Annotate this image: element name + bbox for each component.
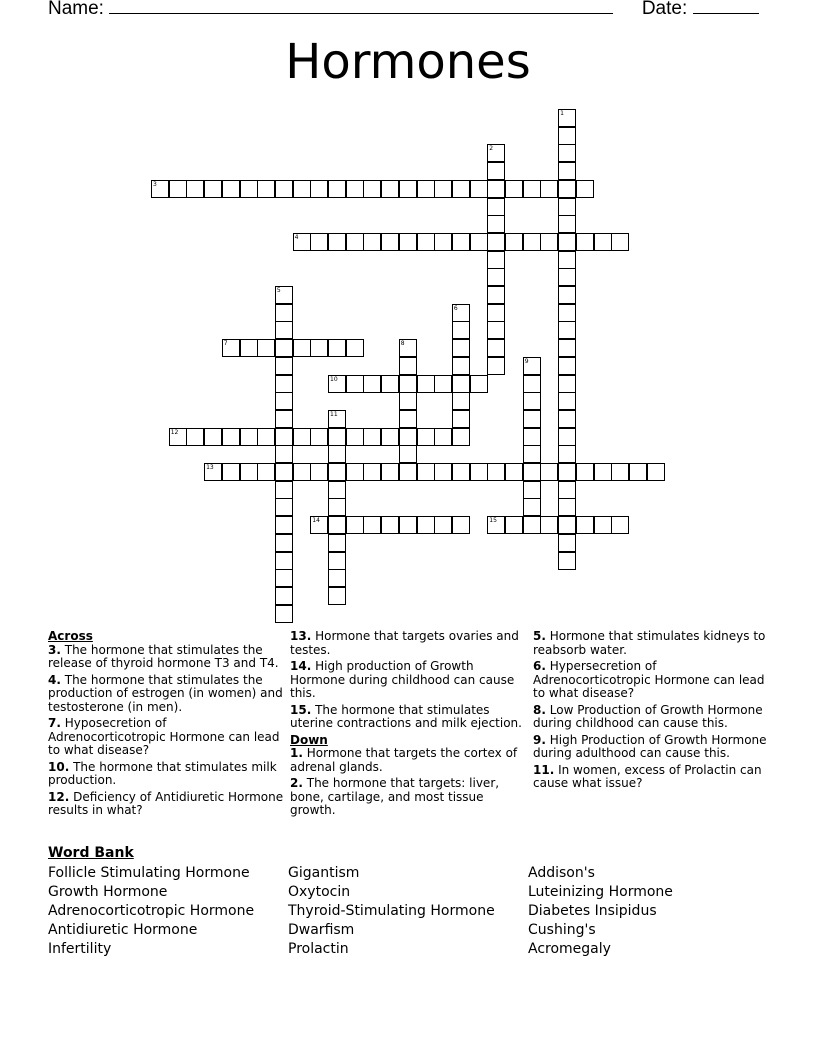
page-title: Hormones [285,34,531,90]
crossword-cell[interactable] [381,428,399,446]
crossword-cell[interactable] [505,463,523,481]
crossword-cell[interactable] [523,233,541,251]
crossword-cell[interactable] [275,339,293,357]
crossword-cell[interactable] [240,339,258,357]
crossword-cell[interactable] [346,233,364,251]
crossword-cell[interactable] [346,428,364,446]
crossword-cell[interactable] [399,375,417,393]
crossword-cell[interactable] [452,375,470,393]
clue-down-2: 2. The hormone that targets: liver, bone, cartilage, and most tissue growth. [290,776,500,817]
crossword-cell[interactable] [417,463,435,481]
crossword-cell[interactable] [452,410,470,428]
clue-number: 1 [560,110,564,117]
crossword-cell[interactable] [452,463,470,481]
clue-number: 6 [453,304,458,312]
crossword-cell[interactable] [399,445,417,463]
crossword-cell[interactable] [275,534,293,552]
crossword-cell[interactable] [611,516,629,534]
date-label: Date: [641,0,688,19]
clue-across-14: 14. High production of Growth Hormone during childhood can cause this. [290,659,515,700]
crossword-cell[interactable] [523,463,541,481]
crossword-cell[interactable] [470,233,488,251]
crossword-cell[interactable] [275,463,293,481]
clue-down-1: 1. Hormone that targets the cortex of adrenal glands. [290,746,518,774]
crossword-cell[interactable] [452,357,470,375]
clues-column-1 [48,630,284,821]
across-heading: Across [48,629,93,643]
crossword-cell[interactable] [487,198,505,216]
crossword-cell[interactable] [487,268,505,286]
word-bank-item: Thyroid-Stimulating Hormone [288,903,495,919]
crossword-cell[interactable] [275,357,293,375]
crossword-cell[interactable] [328,498,346,516]
crossword-cell[interactable] [417,375,435,393]
crossword-cell[interactable] [310,428,328,446]
crossword-cell[interactable] [611,463,629,481]
crossword-cell[interactable] [293,339,311,357]
clue-number: 5 [276,287,281,294]
crossword-cell[interactable] [487,233,505,251]
clue-number: 15 [489,517,497,525]
crossword-cell[interactable] [558,304,576,322]
crossword-cell[interactable] [328,569,346,587]
crossword-cell[interactable] [434,463,452,481]
crossword-cell[interactable] [452,428,470,446]
crossword-cell[interactable] [328,516,346,534]
crossword-cell[interactable] [487,215,505,233]
crossword-cell[interactable] [540,463,558,481]
crossword-cell[interactable] [558,534,576,552]
crossword-cell[interactable] [434,375,452,393]
crossword-cell[interactable] [310,233,328,251]
crossword-cell[interactable] [275,410,293,428]
crossword-cell[interactable] [540,180,558,198]
clue-number: 4 [294,233,299,241]
crossword-cell[interactable] [470,375,488,393]
crossword-cell[interactable] [487,286,505,304]
crossword-cell[interactable] [487,463,505,481]
crossword-cell[interactable] [346,463,364,481]
crossword-cell[interactable] [399,463,417,481]
crossword-cell[interactable] [257,463,275,481]
crossword-cell[interactable] [576,233,594,251]
crossword-cell[interactable] [417,516,435,534]
crossword-cell[interactable] [275,481,293,499]
crossword-cell[interactable] [240,428,258,446]
crossword-cell[interactable] [558,463,576,481]
crossword-cell[interactable] [222,180,240,198]
clue-down-8: 8. Low Production of Growth Hormone during childhood can cause this. [533,702,763,730]
crossword-cell[interactable] [594,516,612,534]
crossword-cell[interactable] [523,410,541,428]
crossword-cell[interactable] [186,428,204,446]
crossword-cell[interactable] [310,339,328,357]
crossword-cell[interactable] [275,498,293,516]
crossword-cell[interactable] [487,339,505,357]
crossword-cell[interactable] [346,339,364,357]
crossword-cell[interactable] [540,516,558,534]
crossword-cell[interactable] [523,180,541,198]
crossword-cell[interactable] [275,552,293,570]
crossword-cell[interactable] [275,569,293,587]
crossword-cell[interactable] [558,268,576,286]
crossword-cell[interactable] [558,162,576,180]
crossword-cell[interactable] [363,233,381,251]
crossword-cell[interactable] [275,587,293,605]
clues-column-3 [533,630,773,794]
crossword-cell[interactable] [523,498,541,516]
crossword-cell[interactable] [204,180,222,198]
crossword-cell[interactable] [275,375,293,393]
crossword-cell[interactable] [558,410,576,428]
clue-number: 14 [312,517,320,525]
crossword-cell[interactable] [381,180,399,198]
crossword-cell[interactable] [257,428,275,446]
crossword-cell[interactable] [310,463,328,481]
crossword-cell[interactable] [452,321,470,339]
crossword-cell[interactable] [434,180,452,198]
crossword-cell[interactable] [505,516,523,534]
word-bank-item: Dwarfism [288,922,355,938]
crossword-cell[interactable] [452,180,470,198]
crossword-cell[interactable] [558,428,576,446]
crossword-cell[interactable] [417,180,435,198]
crossword-cell[interactable] [505,180,523,198]
crossword-cell[interactable] [487,180,505,198]
crossword-cell[interactable] [558,392,576,410]
crossword-cell[interactable] [594,463,612,481]
word-bank-item: Gigantism [288,865,360,881]
crossword-cell[interactable] [470,180,488,198]
crossword-cell[interactable] [523,375,541,393]
crossword-cell[interactable] [558,215,576,233]
crossword-cell[interactable] [452,516,470,534]
crossword-cell[interactable] [558,198,576,216]
crossword-cell[interactable] [399,428,417,446]
crossword-cell[interactable] [558,180,576,198]
crossword-cell[interactable] [328,463,346,481]
crossword-cell[interactable] [487,321,505,339]
crossword-cell[interactable] [505,233,523,251]
clue-number: 7 [223,340,228,348]
crossword-cell[interactable] [275,445,293,463]
word-bank-item: Addison's [528,865,595,881]
crossword-cell[interactable] [487,251,505,269]
crossword-cell[interactable] [558,251,576,269]
crossword-cell[interactable] [328,552,346,570]
crossword-cell[interactable] [487,162,505,180]
crossword-cell[interactable] [487,304,505,322]
clue-number: 11 [330,410,338,418]
word-bank-item: Luteinizing Hormone [528,884,673,900]
crossword-cell[interactable] [558,375,576,393]
crossword-cell[interactable] [328,428,346,446]
crossword-cell[interactable] [523,392,541,410]
crossword-cell[interactable] [523,481,541,499]
crossword-cell[interactable] [399,516,417,534]
crossword-cell[interactable] [328,339,346,357]
clue-number: 8 [400,340,405,348]
clues-column-2 [290,630,522,821]
crossword-cell[interactable] [346,180,364,198]
crossword-cell[interactable] [275,428,293,446]
crossword-cell[interactable] [328,445,346,463]
word-bank-item: Adrenocorticotropic Hormone [48,903,255,919]
clue-number: 13 [206,464,214,471]
word-bank-column-3 [528,864,673,959]
crossword-cell[interactable] [204,428,222,446]
crossword-cell[interactable] [434,428,452,446]
clue-number: 3 [153,180,157,188]
crossword-cell[interactable] [558,357,576,375]
crossword-cell[interactable] [417,233,435,251]
clue-number: 2 [489,145,494,153]
crossword-cell[interactable] [222,428,240,446]
clue-down-11: 11. In women, excess of Prolactin can cause what issue? [533,762,762,790]
crossword-cell[interactable] [558,445,576,463]
crossword-cell[interactable] [275,304,293,322]
clue-across-10: 10. The hormone that stimulates milk production. [48,759,277,787]
crossword-cell[interactable] [293,428,311,446]
crossword-cell[interactable] [399,392,417,410]
crossword-cell[interactable] [558,552,576,570]
clue-number: 12 [170,428,179,436]
crossword-cell[interactable] [310,180,328,198]
crossword-cell[interactable] [346,516,364,534]
word-bank-item: Acromegaly [528,941,611,957]
name-label: Name: [48,0,104,19]
word-bank-item: Follicle Stimulating Hormone [48,865,250,881]
crossword-cell[interactable] [399,357,417,375]
crossword-cell[interactable] [293,180,311,198]
clue-down-9: 9. High Production of Growth Hormone during adulthood can cause this. [533,732,767,760]
clue-across-15: 15. The hormone that stimulates uterine contractions and milk ejection. [290,702,522,730]
clue-across-13: 13. Hormone that targets ovaries and testes. [290,629,519,657]
word-bank-item: Growth Hormone [48,884,168,900]
down-heading: Down [290,732,328,747]
crossword-cell[interactable] [328,587,346,605]
word-bank-item: Prolactin [288,941,349,957]
crossword-cell[interactable] [293,463,311,481]
crossword-cell[interactable] [275,516,293,534]
crossword-cell[interactable] [186,180,204,198]
crossword-cell[interactable] [629,463,647,481]
clue-across-3: 3. The hormone that stimulates the release of thyroid hormone T3 and T4. [48,642,279,670]
crossword-cell[interactable] [381,233,399,251]
crossword-cell[interactable] [381,463,399,481]
clue-across-12: 12. Deficiency of Antidiuretic Hormone results in what? [48,789,284,817]
word-bank-item: Antidiuretic Hormone [48,922,198,938]
crossword-cell[interactable] [470,463,488,481]
crossword-cell[interactable] [647,463,665,481]
crossword-cell[interactable] [275,180,293,198]
word-bank-column-1 [48,864,254,959]
crossword-cell[interactable] [381,375,399,393]
crossword-cell[interactable] [523,445,541,463]
crossword-cell[interactable] [222,463,240,481]
crossword-cell[interactable] [275,321,293,339]
crossword-cell[interactable] [558,144,576,162]
crossword-cell[interactable] [257,339,275,357]
clue-number: 10 [330,375,338,383]
word-bank-item: Cushing's [528,922,596,938]
crossword-cell[interactable] [363,516,381,534]
word-bank-item: Infertility [48,941,112,957]
crossword-cell[interactable] [576,516,594,534]
word-bank-title: Word Bank [48,845,134,861]
crossword-cell[interactable] [540,233,558,251]
crossword-cell[interactable] [576,463,594,481]
crossword-cell[interactable] [558,321,576,339]
clue-across-4: 4. The hormone that stimulates the production of estrogen (in women) and testosterone (in men). [48,672,283,714]
crossword-cell[interactable] [434,233,452,251]
crossword-cell[interactable] [558,127,576,145]
crossword-cell[interactable] [169,180,187,198]
crossword-cell[interactable] [346,375,364,393]
crossword-cell[interactable] [363,463,381,481]
crossword-cell[interactable] [558,286,576,304]
word-bank-column-2 [288,864,495,959]
clue-down-5: 5. Hormone that stimulates kidneys to reabsorb water. [533,629,766,657]
crossword-cell[interactable] [452,392,470,410]
crossword-cell[interactable] [452,339,470,357]
crossword-cell[interactable] [328,233,346,251]
crossword-cell[interactable] [275,392,293,410]
crossword-cell[interactable] [363,428,381,446]
crossword-cell[interactable] [487,357,505,375]
crossword-cell[interactable] [399,233,417,251]
word-bank-item: Oxytocin [288,884,351,900]
crossword-cell[interactable] [328,481,346,499]
crossword-cell[interactable] [594,233,612,251]
crossword-cell[interactable] [257,180,275,198]
crossword-cell[interactable] [328,534,346,552]
crossword-cell[interactable] [558,481,576,499]
crossword-cell[interactable] [523,428,541,446]
word-bank-item: Diabetes Insipidus [528,903,657,919]
crossword-cell[interactable] [558,339,576,357]
crossword-cell[interactable] [399,410,417,428]
crossword-cell[interactable] [240,463,258,481]
crossword-cell[interactable] [417,428,435,446]
crossword-cell[interactable] [381,516,399,534]
crossword-cell[interactable] [452,233,470,251]
crossword-cell[interactable] [363,180,381,198]
clue-across-7: 7. Hyposecretion of Adrenocorticotropic Hormone can lead to what disease? [48,716,280,757]
crossword-cell[interactable] [363,375,381,393]
crossword-cell[interactable] [275,605,293,623]
crossword-cell[interactable] [240,180,258,198]
crossword-cell[interactable] [576,180,594,198]
crossword-cell[interactable] [434,516,452,534]
crossword-cell[interactable] [523,516,541,534]
crossword-cell[interactable] [558,233,576,251]
crossword-cell[interactable] [558,516,576,534]
crossword-cell[interactable] [328,180,346,198]
crossword-cell[interactable] [611,233,629,251]
clue-down-6: 6. Hypersecretion of Adrenocorticotropic Hormone can lead to what disease? [533,659,765,700]
crossword-cell[interactable] [399,180,417,198]
crossword-cell[interactable] [558,498,576,516]
clue-number: 9 [524,357,529,365]
